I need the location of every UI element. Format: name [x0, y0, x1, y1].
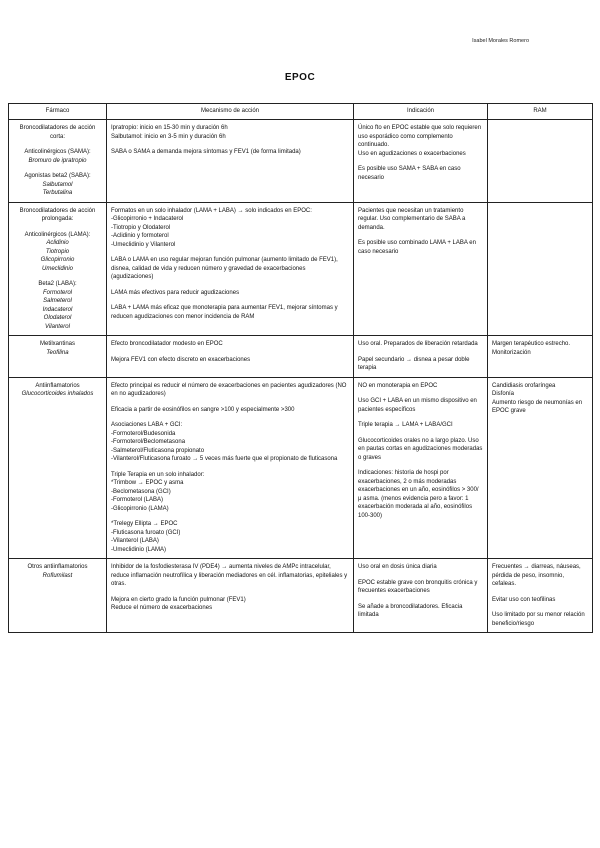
drug-name: Salmeterol	[43, 298, 72, 304]
cell-ram	[488, 202, 593, 336]
text-line: -Beclometasona (GCI)	[111, 488, 171, 495]
text-line: Agonistas beta2 (SABA):	[24, 173, 91, 179]
line-gap	[358, 596, 483, 603]
text-line: Uso oral. Preparados de liberación retardada	[358, 341, 478, 347]
cell-farmaco	[9, 202, 107, 336]
header-farmaco: Fármaco	[9, 104, 107, 120]
line-gap	[111, 349, 349, 356]
text-line: Ipratropio: inicio en 15-30 min y duración 6h	[111, 125, 228, 131]
text-line: -Vilanterol/Fluticasona furoato → 5 veces más fuerte que el propionato de fluticasona	[111, 456, 338, 462]
drug-name: Aclidinio	[46, 240, 69, 246]
text-line: Asociaciones LABA + GCI:	[111, 422, 183, 428]
text-line: NO en monoterapia en EPOC	[358, 382, 438, 389]
line-gap	[111, 464, 349, 471]
line-gap	[13, 165, 102, 172]
line-gap	[492, 604, 588, 611]
line-gap	[358, 430, 483, 437]
text-line: Anticolinérgicos (LAMA):	[24, 231, 91, 238]
cell-indicacion	[354, 336, 488, 378]
text-line: -Fluticasona furoato (GCI)	[111, 529, 181, 536]
text-line: Otros antiinflamatorios	[27, 564, 88, 570]
page-title: EPOC	[284, 72, 316, 83]
text-line: Efecto broncodilatador modesto en EPOC	[111, 341, 223, 347]
drug-name: Formoterol	[42, 289, 72, 296]
cell-mecanismo	[107, 377, 354, 559]
cell-indicacion	[354, 120, 488, 203]
line-gap	[358, 349, 483, 356]
text-line: Uso oral en dosis única diaria	[358, 564, 437, 570]
text-line: -Glicopirronio + Indacaterol	[111, 216, 184, 222]
text-line: Triple Terapia en un solo inhalador:	[111, 471, 205, 478]
table-row	[9, 336, 593, 378]
text-line: -Vilanterol (LABA)	[111, 538, 159, 544]
text-line: SABA o SAMA a demanda mejora síntomas y FEV1 (de forma limitada)	[111, 149, 301, 155]
drug-name: Terbutalina	[42, 190, 73, 196]
line-gap	[358, 390, 483, 397]
text-line: Uso en agudizaciones o exacerbaciones	[358, 150, 466, 157]
author-name: Isabel Morales Romero	[472, 38, 529, 44]
drug-name: Glicopirronio	[40, 257, 75, 263]
drug-name: Bromuro de ipratropio	[28, 157, 87, 164]
line-gap	[13, 273, 102, 280]
drug-name: Teofilina	[46, 349, 69, 356]
line-gap	[358, 572, 483, 579]
text-line: -Umeclidinio (LAMA)	[111, 546, 167, 553]
header-mecanismo: Mecanismo de acción	[107, 104, 354, 120]
text-line: -Aclidinio y formoterol	[111, 233, 169, 239]
drug-name: Vilanterol	[45, 323, 70, 330]
text-line: -Formoterol (LABA)	[111, 497, 164, 503]
text-line: Glucocorticoides orales no a largo plazo. Uso en pautas cortas en agudizaciones moderadas o graves	[358, 437, 483, 461]
text-line: -Glicopirronio (LAMA)	[111, 505, 169, 512]
drug-name: Indacaterol	[42, 306, 73, 313]
cell-ram	[488, 377, 593, 559]
text-line: Papel secundario → disnea a pesar doble terapia	[358, 356, 470, 371]
text-line: EPOC estable grave con bronquitis crónica y frecuentes exacerbaciones	[358, 579, 478, 594]
line-gap	[358, 462, 483, 469]
cell-mecanismo	[107, 336, 354, 378]
line-gap	[13, 224, 102, 231]
text-line: Metilxantinas	[39, 341, 75, 347]
table-row	[9, 202, 593, 336]
text-line: -Umeclidinio y Vilanterol	[111, 241, 176, 248]
text-line: Beta2 (LABA):	[38, 281, 77, 287]
line-gap	[111, 589, 349, 596]
header-indicacion: Indicación	[354, 104, 488, 120]
header-ram: RAM	[488, 104, 593, 120]
drug-name: Salbutamol	[42, 181, 73, 188]
line-gap	[358, 158, 483, 165]
text-line: Evitar uso con teofilinas	[492, 596, 556, 603]
cell-ram	[488, 336, 593, 378]
table-row	[9, 559, 593, 633]
text-line: -Formoterol/Budesonida	[111, 430, 176, 437]
text-line: Uso limitado por su menor relación beneficio/riesgo	[492, 612, 585, 627]
text-line: LABA o LAMA en uso regular mejoran función pulmonar (aumento limitado de FEV1), disnea, calidad de vida y reducen número y gravedad de exacerbaciones (agudizaciones)	[111, 257, 338, 280]
table-header-row	[9, 104, 593, 120]
text-line: LAMA más efectivos para reducir agudizaciones	[111, 289, 240, 296]
text-line: Efecto principal es reducir el número de exacerbaciones en pacientes agudizadores (NO en no agudizadores)	[111, 382, 347, 397]
drug-name: Roflumilast	[42, 572, 73, 579]
cell-indicacion	[354, 202, 488, 336]
cell-farmaco	[9, 559, 107, 633]
text-line: Aumento riesgo de neumonías en EPOC grave	[492, 399, 583, 414]
cell-mecanismo	[107, 202, 354, 336]
text-line: Pacientes que necesitan un tratamiento regular. Uso complementario de SABA a demanda.	[358, 207, 466, 231]
line-gap	[111, 249, 349, 256]
line-gap	[111, 141, 349, 148]
text-line: Eficacia a partir de eosinófilos en sangre >100 y especialmente >300	[111, 406, 295, 413]
text-line: -Salmeterol/Fluticasona propionato	[111, 447, 205, 454]
text-line: LABA + LAMA más eficaz que monoterapia para aumentar FEV1, mejorar síntomas y reducen agudizaciones con menor incidencia de RAM	[111, 305, 338, 320]
line-gap	[492, 589, 588, 596]
text-line: Anticolinérgicos (SAMA):	[24, 149, 91, 155]
text-line: Único fto en EPOC estable que solo requieren uso esporádico como complemento continuado.	[358, 125, 482, 148]
line-gap	[111, 282, 349, 289]
cell-indicacion	[354, 377, 488, 559]
drug-name: Tiotropio	[45, 248, 70, 255]
text-line: Disfonía	[492, 391, 515, 397]
line-gap	[111, 414, 349, 421]
text-line: Candidiasis orofaríngea	[492, 382, 556, 389]
text-line: -Tiotropio y Olodaterol	[111, 224, 171, 231]
line-gap	[358, 232, 483, 239]
table-row	[9, 120, 593, 203]
text-line: Inhibidor de la fosfodiesterasa IV (PDE4) → aumenta niveles de AMPc intracelular, reduce inflamación neutrofílica y liberación mediadores en cél. inflamatorias, epiteliales y otras.	[111, 564, 348, 587]
text-line: *Trimbow → EPOC y asma	[111, 480, 184, 486]
text-line: Es posible uso combinado LAMA + LABA en caso necesario	[358, 240, 476, 255]
line-gap	[111, 297, 349, 304]
line-gap	[13, 141, 102, 148]
text-line: Uso GCI + LABA en un mismo dispositivo en pacientes específicos	[358, 398, 477, 413]
text-line: Frecuentes → diarreas, náuseas, pérdida de peso, insomnio, cefaleas.	[492, 564, 581, 587]
epoc-table	[8, 103, 593, 633]
text-line: Broncodilatadores de acción corta:	[19, 125, 96, 140]
text-line: Indicaciones: historia de hospi por exacerbaciones, 2 o más moderadas exacerbaciones en un año, eosinófilos > 300/ μ asma. (menos evidencia pero a favor: 1 exacerbación moderada al año, eosinófilos 100-300)	[358, 470, 479, 519]
text-line: Se añade a broncodilatadores. Eficacia limitada	[358, 603, 463, 618]
text-line: Salbutamol: inicio en 3-5 min y duración 6h	[111, 133, 226, 140]
text-line: Broncodilatadores de acción prolongada:	[19, 207, 96, 222]
cell-mecanismo	[107, 120, 354, 203]
text-line: -Formoterol/Beclometasona	[111, 439, 186, 445]
cell-farmaco	[9, 377, 107, 559]
text-line: Antiinflamatorios	[35, 382, 80, 389]
text-line: Triple terapia → LAMA + LABA/GCI	[358, 422, 453, 428]
text-line: Mejora en cierto grado la función pulmonar (FEV1)	[111, 596, 246, 603]
text-line: Es posible uso SAMA + SABA en caso necesario	[358, 166, 461, 181]
drug-name: Umeclidinio	[41, 265, 73, 272]
text-line: Formatos en un solo inhalador (LAMA + LABA) → solo indicados en EPOC:	[111, 207, 312, 214]
cell-farmaco	[9, 336, 107, 378]
line-gap	[111, 513, 349, 520]
line-gap	[111, 399, 349, 406]
table-row	[9, 377, 593, 559]
text-line: Reduce el número de exacerbaciones	[111, 605, 213, 611]
cell-ram	[488, 120, 593, 203]
text-line: *Trelegy Ellipta → EPOC	[111, 521, 178, 527]
cell-ram	[488, 559, 593, 633]
drug-name: Olodaterol	[43, 315, 72, 321]
text-line: Mejora FEV1 con efecto discreto en exacerbaciones	[111, 356, 251, 363]
cell-indicacion	[354, 559, 488, 633]
line-gap	[358, 414, 483, 421]
text-line: Margen terapéutico estrecho. Monitorización	[492, 341, 571, 356]
cell-mecanismo	[107, 559, 354, 633]
drug-name: Glucocorticoides inhalados	[21, 391, 94, 397]
cell-farmaco	[9, 120, 107, 203]
